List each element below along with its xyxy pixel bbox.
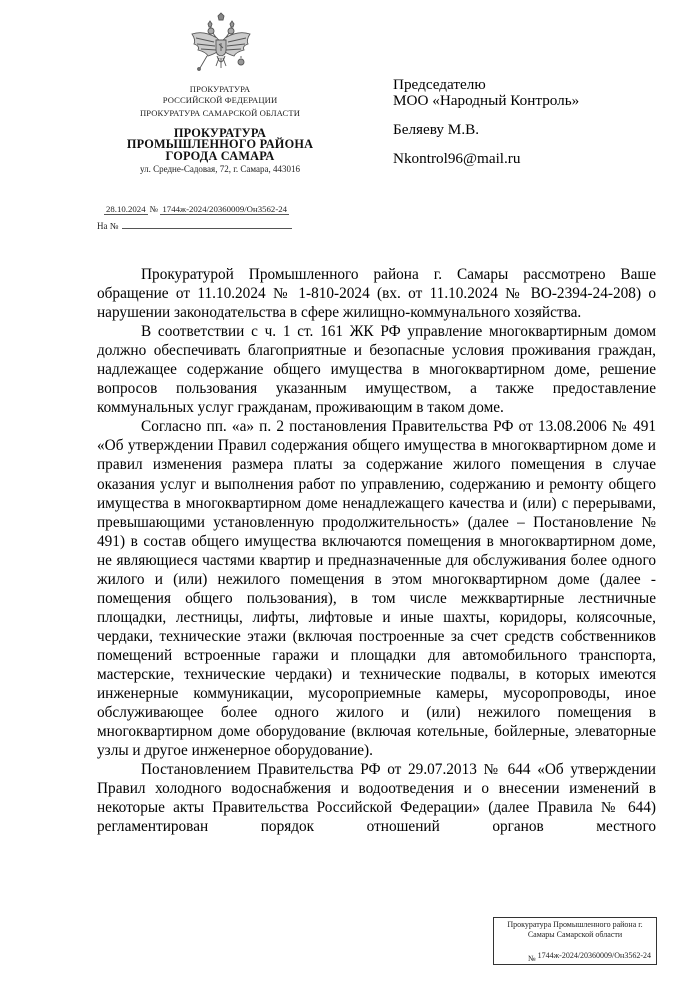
- registration-line: [104, 204, 289, 214]
- letterhead-region: ПРОКУРАТУРА САМАРСКОЙ ОБЛАСТИ: [139, 108, 301, 118]
- body-paragraph-2: В соответствии с ч. 1 ст. 161 ЖК РФ управление многоквартирным домом должно обеспечивать благоприятные и безопасные условия проживания граждан, надлежащее содержание общего имущества в многоквартирном доме, решение вопросов пользования указанным имуществом, а также предоставление коммунальных услуг гражданам, проживающим в таком доме.: [97, 323, 656, 417]
- stamp-number: 1744ж-2024/20360009/Он3562-24: [537, 951, 651, 960]
- stamp-number-sign: №: [528, 954, 536, 963]
- reply-to-line: [97, 220, 292, 231]
- addressee-organization: МОО «Народный Контроль»: [393, 92, 580, 109]
- stamp-number-line: [528, 951, 651, 961]
- double-headed-eagle-icon: [186, 10, 256, 80]
- letterhead-office: [95, 128, 345, 162]
- addressee-name: Беляеву М.В.: [393, 121, 480, 138]
- letterhead-line-2: РОССИЙСКОЙ ФЕДЕРАЦИИ: [162, 94, 278, 105]
- body-paragraph-1: Прокуратурой Промышленного района г. Самары рассмотрено Ваше обращение от 11.10.2024 № 1-810-2024 (вх. от 11.10.2024 № ВО-2394-24-208) о нарушении законодательства в сфере жилищно-коммунального хозяйства.: [97, 266, 656, 322]
- body-paragraph-4: Постановлением Правительства РФ от 29.07.2013 № 644 «Об утверждении Правил холодного водоснабжения и водоотведения и о внесении изменений в некоторые акты Правительства Российской Федерации» (далее Правила № 644) регламентирован порядок отношений органов местного: [97, 761, 656, 836]
- stamp-organization: Прокуратура Промышленного района г. Самары Самарской области: [507, 920, 643, 939]
- letterhead-line-1: ПРОКУРАТУРА: [189, 84, 251, 94]
- outgoing-date: 28.10.2024: [106, 204, 146, 214]
- reply-to-label: На №: [97, 221, 119, 231]
- letterhead-federal: [120, 84, 320, 105]
- office-address: ул. Средне-Садовая, 72, г. Самара, 443016: [139, 164, 300, 174]
- outgoing-number: 1744ж-2024/20360009/Он3562-24: [162, 204, 288, 214]
- registration-stamp: [493, 917, 657, 965]
- body-paragraph-3: Согласно пп. «а» п. 2 постановления Правительства РФ от 13.08.2006 № 491 «Об утверждении Правил содержания общего имущества в многоквартирном доме и правил изменения размера платы за содержание жилого помещения в случае оказания услуг и выполнения работ по управлению, содержанию и ремонту общего имущества в многоквартирном доме ненадлежащего качества и (или) с перерывами, превышающими установленную продолжительность» (далее – Постановление № 491) в состав общего имущества включаются помещения в многоквартирном доме, не являющиеся частями квартир и предназначенные для обслуживания более одного жилого и (или) нежилого помещения в этом многоквартирном доме (далее - помещения общего пользования), в том числе межквартирные лестничные площадки, лестницы, лифты, лифтовые и иные шахты, коридоры, колясочные, чердаки, технические этажи (включая построенные за счет средств собственников помещений встроенные гаражи и площадки для автомобильного транспорта, мастерские, технические чердаки) и технические подвалы, в которых имеются инженерные коммуникации, мусороприемные камеры, мусоропроводы, иное обслуживающее более одного жилого и (или) нежилого помещения в многоквартирном доме оборудование (включая котельные, бойлерные, элеваторные узлы и другое инженерное оборудование).: [97, 418, 656, 760]
- office-line-2: ПРОМЫШЛЕННОГО РАЙОНА: [126, 137, 314, 152]
- office-line-3: ГОРОДА САМАРА: [165, 148, 275, 163]
- office-line-1: ПРОКУРАТУРА: [173, 126, 267, 140]
- reply-to-blank: [122, 220, 292, 229]
- addressee-position: Председателю: [393, 76, 486, 93]
- addressee-email: Nkontrol96@mail.ru: [393, 150, 521, 167]
- coat-of-arms-emblem: [186, 10, 256, 80]
- number-sign: №: [149, 204, 159, 214]
- addressee-block: [393, 77, 579, 167]
- letter-body: [97, 265, 656, 836]
